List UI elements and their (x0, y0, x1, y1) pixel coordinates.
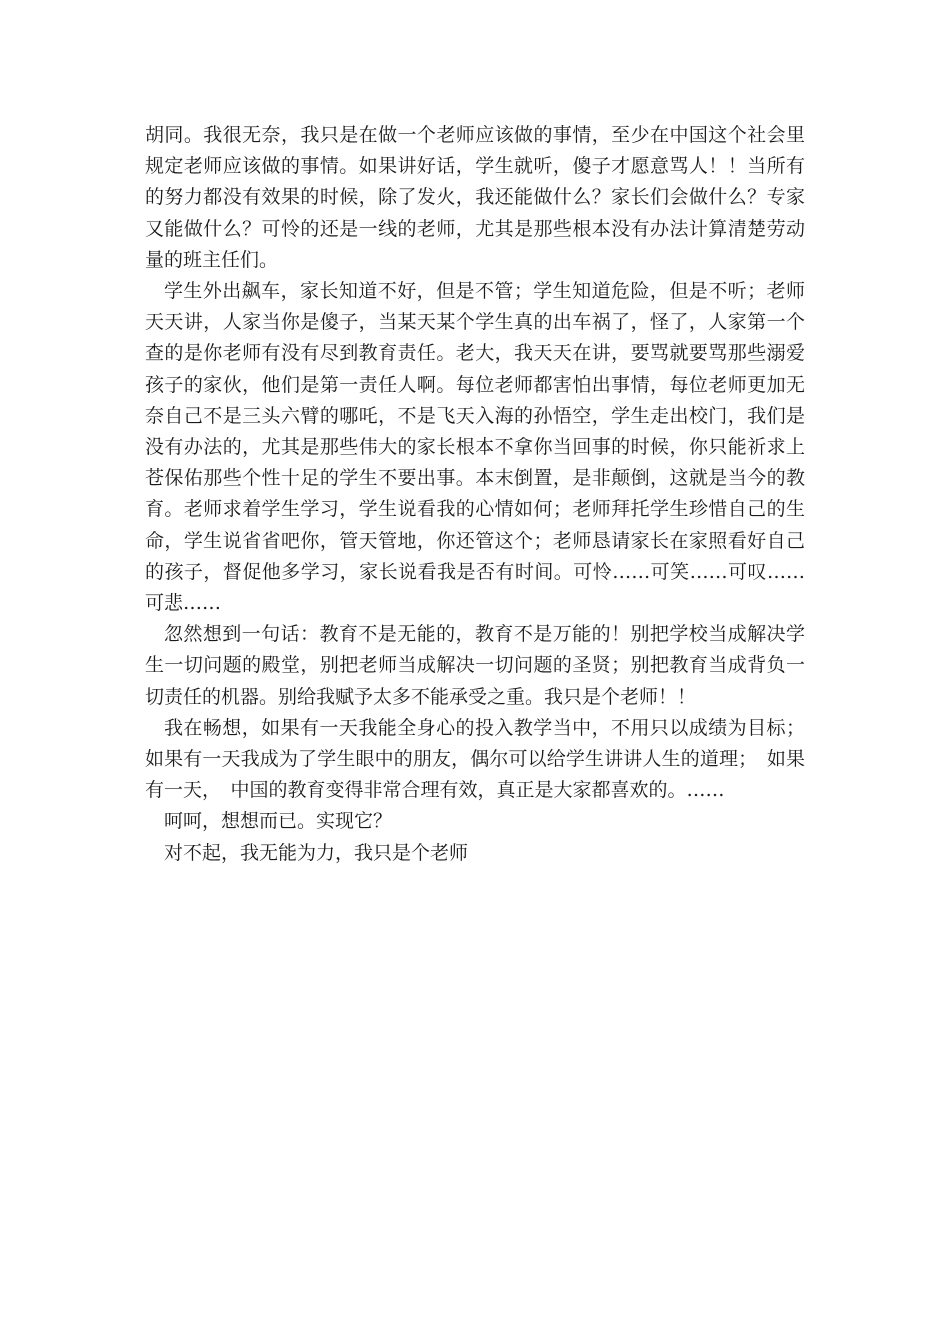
document-body (145, 120, 805, 869)
paragraph-imagining: 我在畅想，如果有一天我能全身心的投入教学当中，不用只以成绩为目标；如果有一天我成为了学生眼中的朋友，偶尔可以给学生讲讲人生的道理； 如果有一天， 中国的教育变得非常合理有效，真正是大家都喜欢的。…… (145, 716, 805, 802)
paragraph-racing-students: 学生外出飙车，家长知道不好，但是不管；学生知道危险，但是不听；老师天天讲，人家当你是傻子，当某天某个学生真的出车祸了，怪了，人家第一个查的是你老师有没有尽到教育责任。老大，我天天在讲，要骂就要骂那些溺爱孩子的家伙，他们是第一责任人啊。每位老师都害怕出事情，每位老师更加无奈自己不是三头六臂的哪吒，不是飞天入海的孙悟空，学生走出校门，我们是没有办法的，尤其是那些伟大的家长根本不拿你当回事的时候，你只能祈求上苍保佑那些个性十足的学生不要出事。本末倒置，是非颠倒，这就是当今的教育。老师求着学生学习，学生说看我的心情如何；老师拜托学生珍惜自己的生命，学生说省省吧你，管天管地，你还管这个；老师恳请家长在家照看好自己的孩子，督促他多学习，家长说看我是否有时间。可怜……可笑……可叹……可悲…… (145, 280, 805, 615)
paragraph-closing: 对不起，我无能为力，我只是个老师 (164, 841, 469, 864)
paragraph-education-limits: 忽然想到一句话：教育不是无能的，教育不是万能的！别把学校当成解决学生一切问题的殿堂，别把老师当成解决一切问题的圣贤；别把教育当成背负一切责任的机器。别给我赋予太多不能承受之重。我只是个老师！！ (145, 623, 805, 708)
paragraph-just-thinking: 呵呵，想想而已。实现它？ (164, 810, 393, 833)
paragraph-continuation: 胡同。我很无奈，我只是在做一个老师应该做的事情，至少在中国这个社会里规定老师应该做的事情。如果讲好话，学生就听，傻子才愿意骂人！！当所有的努力都没有效果的时候，除了发火，我还能做什么？家长们会做什么？专家又能做什么？可怜的还是一线的老师，尤其是那些根本没有办法计算清楚劳动量的班主任们。 (145, 124, 805, 271)
